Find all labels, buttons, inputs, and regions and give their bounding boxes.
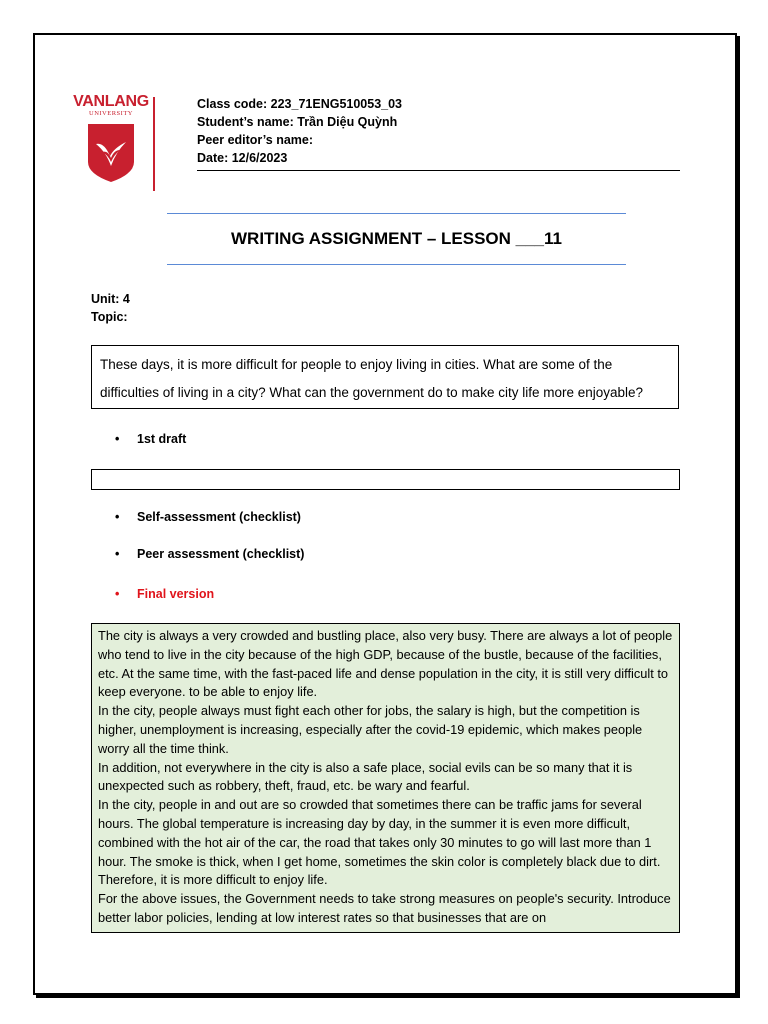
- title-rule-top: [167, 213, 626, 214]
- logo-divider: [153, 97, 155, 191]
- essay-paragraph: For the above issues, the Government needs to take strong measures on people's security. Introduce better labor policies, lending at low interest rates so that businesses that are on: [98, 891, 671, 925]
- prompt-box: These days, it is more difficult for people to enjoy living in cities. What are some of the difficulties of living in a city? What can the government do to make city life more enjoyable?: [91, 345, 679, 409]
- essay-paragraph: In the city, people in and out are so crowded that sometimes there can be traffic jams for several hours. The global temperature is increasing day by day, in the summer it is even more difficult, combined with the hot air of the car, the road that takes only 30 minutes to go will last more than 1 hour. The smoke is thick, when I get home, sometimes the skin color is completely black due to dirt. Therefore, it is more difficult to enjoy life.: [98, 797, 661, 888]
- bullet-final-version: [115, 587, 214, 601]
- peer-editor-name: Peer editor’s name:: [197, 133, 314, 147]
- title-rule-bottom: [167, 264, 626, 265]
- bullet-peer-assessment: [115, 547, 304, 561]
- logo-subtitle: UNIVERSITY: [89, 110, 133, 117]
- class-code: Class code: 223_71ENG510053_03: [197, 97, 403, 111]
- bullet-dot: •: [115, 587, 120, 601]
- bullet-dot: •: [115, 510, 120, 524]
- bullet-dot: •: [115, 432, 120, 446]
- header-info: [197, 95, 402, 167]
- bullet-label: Self-assessment (checklist): [137, 510, 301, 524]
- logo-wordmark: VANLANG: [73, 93, 149, 110]
- student-name: Student’s name: Trần Diệu Quỳnh: [197, 115, 398, 129]
- bullet-dot: •: [115, 547, 120, 561]
- vanlang-logo: [72, 94, 154, 118]
- page-title: WRITING ASSIGNMENT – LESSON ___11: [231, 229, 562, 248]
- bullet-first-draft: [115, 432, 186, 446]
- unit-label: Unit: 4: [91, 292, 130, 306]
- essay-paragraph: In the city, people always must fight each other for jobs, the salary is high, but the competition is higher, unemployment is increasing, especially after the covid-19 epidemic, which makes people worry all the time think.: [98, 703, 643, 756]
- bullet-label: Peer assessment (checklist): [137, 547, 305, 561]
- essay-paragraph: The city is always a very crowded and bustling place, also very busy. There are always a lot of people who tend to live in the city because of the high GDP, because of the bustle, because of the facilities, etc. At the same time, with the fast-paced life and dense population in the city, it is still very difficult to keep everyone. to be able to enjoy life.: [98, 628, 673, 700]
- bullet-label: Final version: [137, 587, 215, 601]
- essay-paragraph: In addition, not everywhere in the city is also a safe place, social evils can be so many that it is unexpected such as robbery, theft, fraud, etc. be wary and fearful.: [98, 759, 633, 794]
- date: Date: 12/6/2023: [197, 151, 288, 165]
- bullet-label: 1st draft: [137, 432, 187, 446]
- topic-label: Topic:: [91, 310, 128, 324]
- header-divider: [197, 170, 680, 171]
- unit-topic: [91, 290, 130, 326]
- final-version-essay: [91, 623, 680, 933]
- bullet-self-assessment: [115, 510, 301, 524]
- vanlang-shield-icon: [86, 122, 136, 184]
- first-draft-box[interactable]: [91, 469, 680, 490]
